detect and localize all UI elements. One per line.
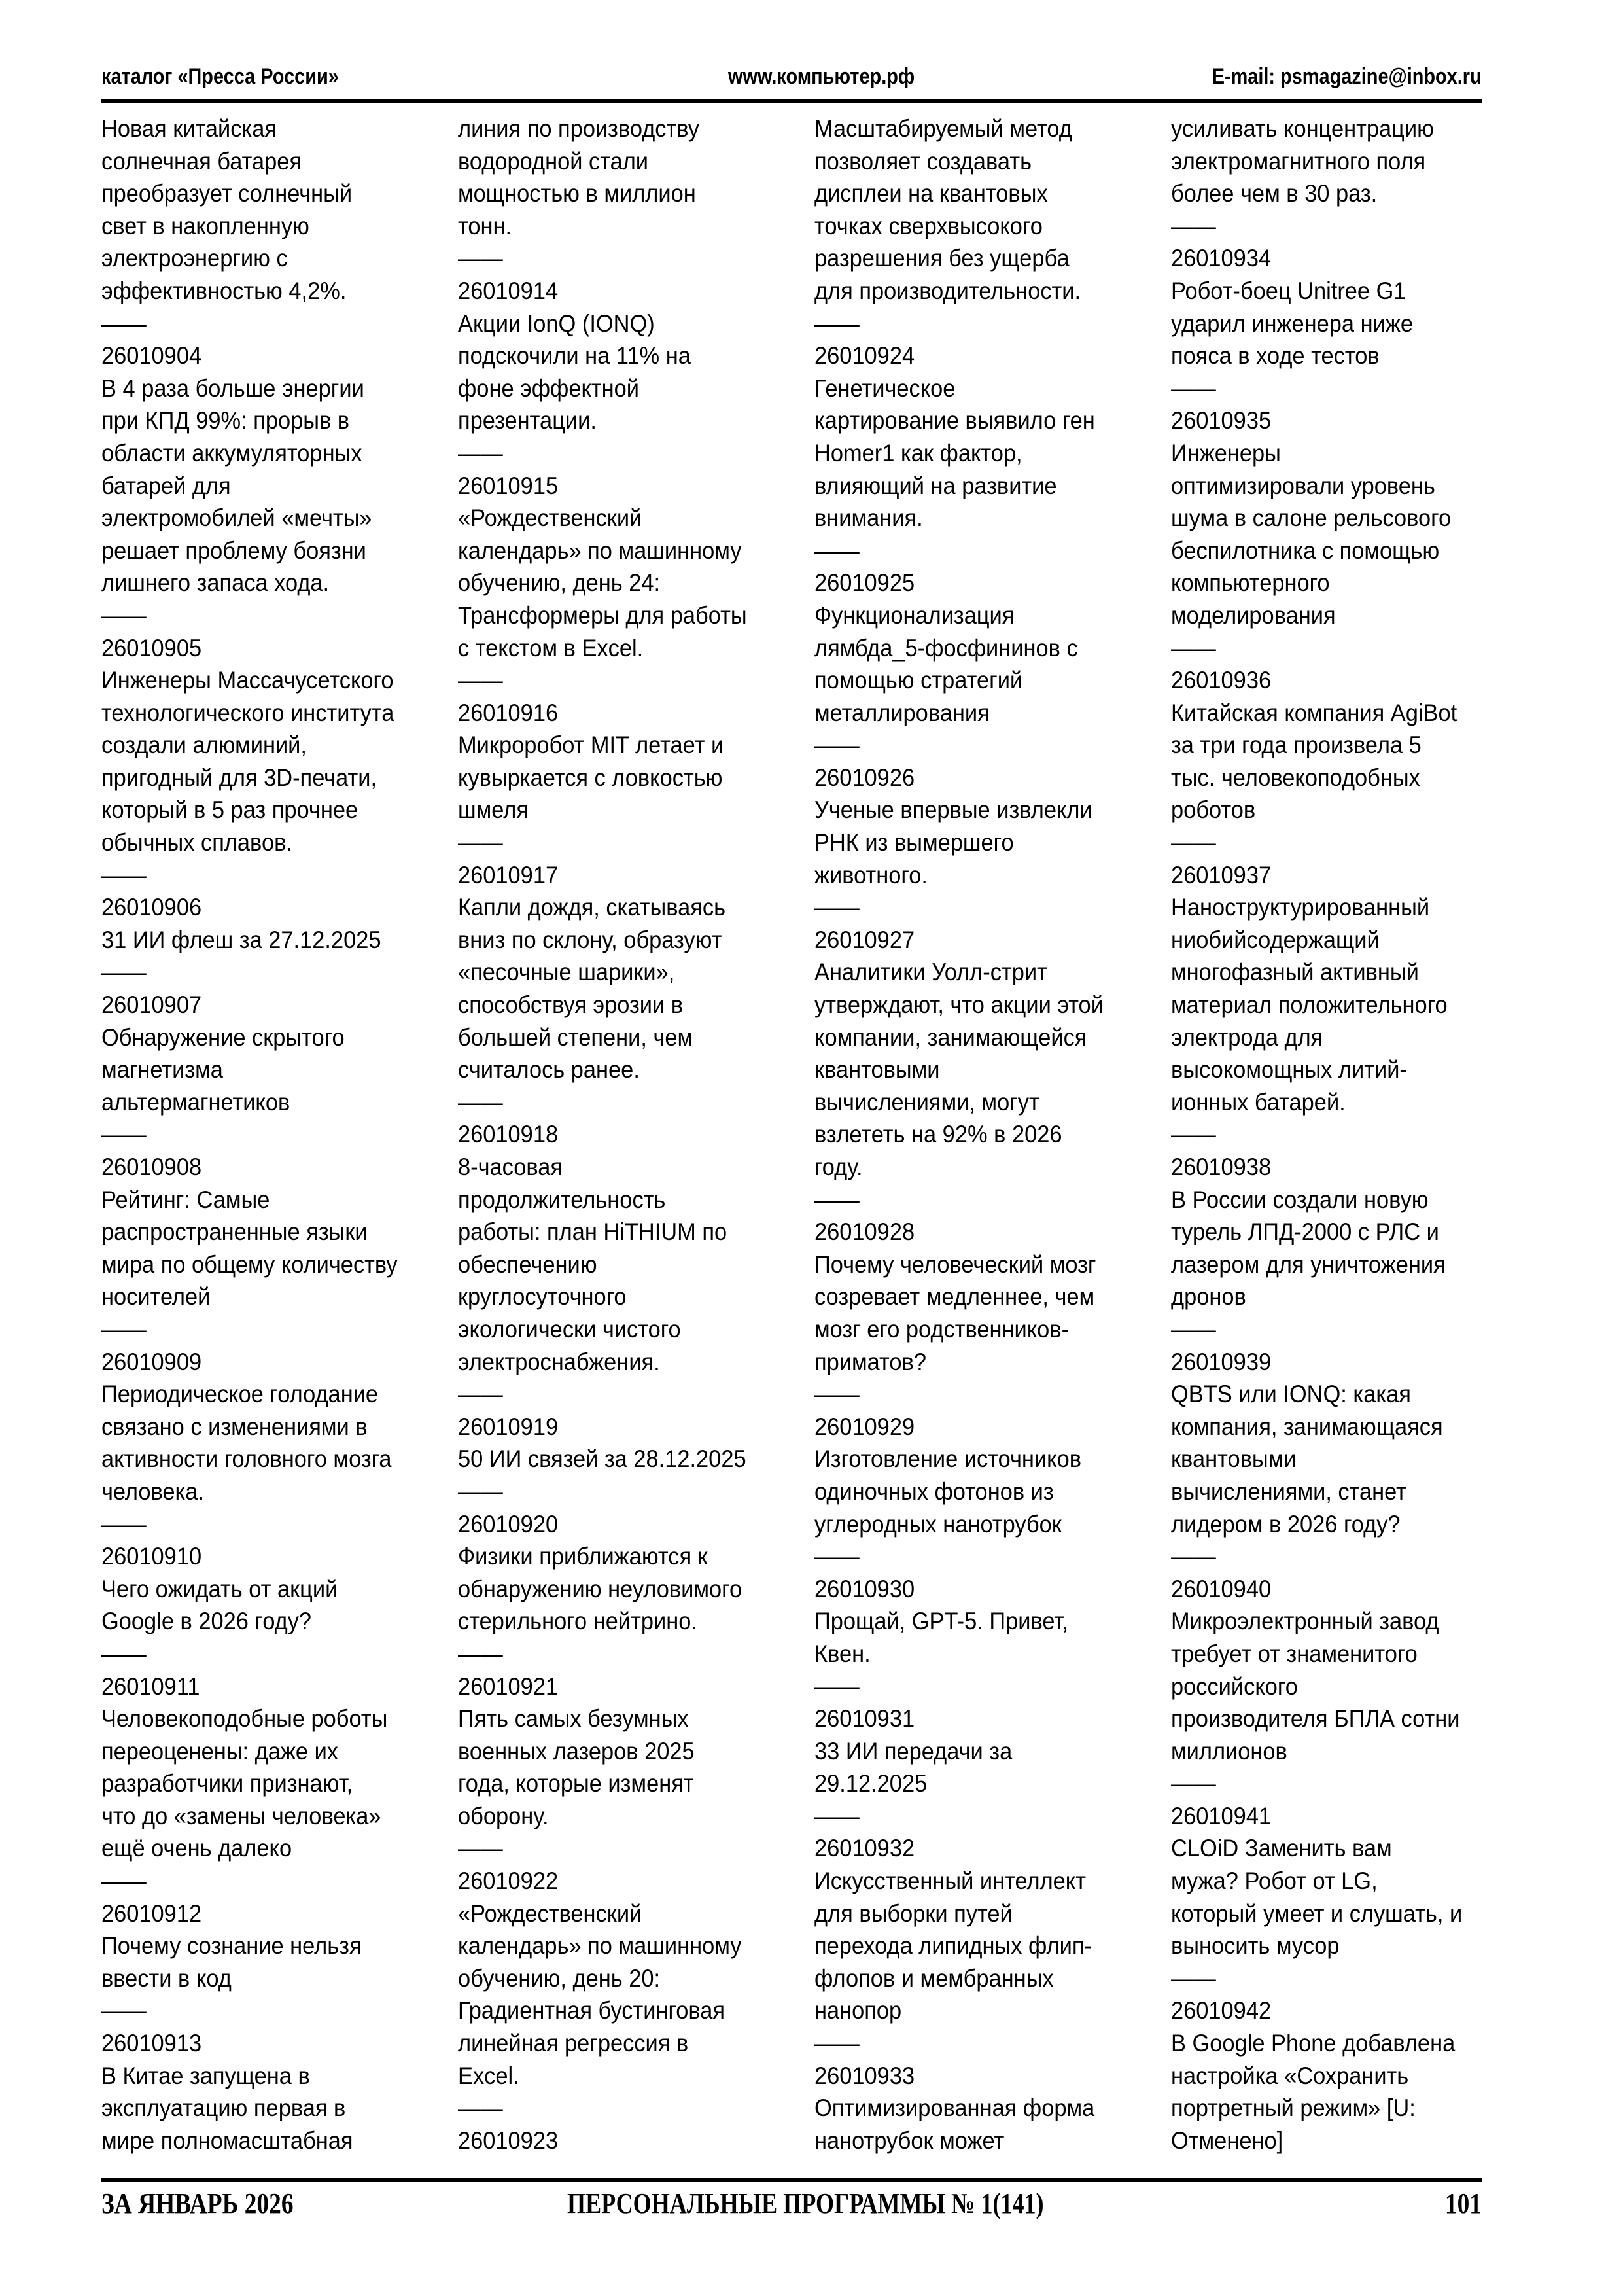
article-text-line: оборону. (458, 1802, 549, 1829)
article-text-line: Пять самых безумных (458, 1705, 689, 1733)
article-text-line: Аналитики Уолл-стрит (814, 959, 1047, 986)
article-text-line: Обнаружение скрытого (101, 1023, 345, 1051)
article-separator: —— (101, 1997, 147, 2024)
article-text-line: пригодный для 3D-печати, (101, 764, 377, 791)
article-text-line: решает проблему боязни (101, 537, 366, 564)
article-id: 26010932 (814, 1835, 915, 1862)
article-text-line: Искусственный интеллект (814, 1867, 1087, 1895)
article-text-line: созревает медленнее, чем (814, 1283, 1095, 1311)
article-text-line: тонн. (458, 212, 512, 239)
article-text-line: Новая китайская (101, 115, 277, 142)
article-text-line: высокомощных литий- (1171, 1056, 1407, 1084)
article-id: 26010918 (458, 1121, 559, 1148)
article-text-line: миллионов (1171, 1737, 1287, 1765)
article-text-line: позволяет создавать (814, 147, 1032, 175)
article-text-line: ещё очень далеко (101, 1835, 292, 1862)
article-text-line: материал положительного (1171, 991, 1448, 1019)
article-text-line: выносить мусор (1171, 1932, 1340, 1960)
article-text-line: человека. (101, 1477, 205, 1505)
article-text-line: требует от знаменитого (1171, 1640, 1418, 1667)
article-id: 26010919 (458, 1413, 559, 1440)
article-text-line: компания, занимающаяся (1171, 1413, 1443, 1440)
article-text-line: Чего ожидать от акций (101, 1575, 338, 1602)
article-text-line: ударил инженера ниже (1171, 309, 1414, 337)
article-text-line: компании, занимающейся (814, 1023, 1087, 1051)
article-text-line: распространенные языки (101, 1218, 368, 1246)
article-text-line: способствуя эрозии в (458, 991, 684, 1019)
article-separator: —— (814, 1186, 860, 1213)
article-id: 26010931 (814, 1705, 915, 1733)
article-text-line: настройка «Сохранить (1171, 2062, 1409, 2089)
article-text-line: Физики приближаются к (458, 1543, 708, 1570)
article-text-line: 31 ИИ флеш за 27.12.2025 (101, 926, 381, 953)
article-text-line: круглосуточного (458, 1283, 627, 1311)
article-text-line: связано с изменениями в (101, 1413, 368, 1440)
article-separator: —— (458, 245, 503, 272)
article-text-line: мощностью в миллион (458, 180, 696, 207)
article-id: 26010908 (101, 1154, 202, 1180)
article-text-line: металлирования (814, 699, 990, 726)
article-text-line: за три года произвела 5 (1171, 732, 1422, 759)
article-text-line: роботов (1171, 796, 1256, 824)
article-text-line: вычислениями, могут (814, 1088, 1039, 1116)
article-separator: —— (814, 894, 860, 921)
article-text-line: 33 ИИ передачи за (814, 1737, 1013, 1765)
footer-rule (101, 2178, 1482, 2182)
article-text-line: с текстом в Excel. (458, 634, 644, 662)
article-text-line: обычных сплавов. (101, 829, 292, 857)
article-text-line: Трансформеры для работы (458, 601, 747, 629)
article-text-line: нанопор (814, 1997, 902, 2024)
article-text-line: взлететь на 92% в 2026 (814, 1121, 1062, 1148)
article-id: 26010913 (101, 2030, 202, 2057)
article-text-line: свет в накопленную (101, 212, 309, 239)
article-text-line: мозг его родственников- (814, 1315, 1070, 1343)
article-text-line: Китайская компания AgiBot (1171, 699, 1457, 726)
footer-issue-month: ЗА ЯНВАРЬ 2026 (101, 2187, 294, 2219)
article-id: 26010926 (814, 764, 915, 791)
article-id: 26010934 (1171, 245, 1272, 272)
article-text-line: календарь» по машинному (458, 537, 742, 564)
article-text-line: Google в 2026 году? (101, 1608, 312, 1635)
article-text-line: «песочные шарики», (458, 959, 675, 986)
article-separator: —— (458, 1477, 503, 1505)
article-text-line: активности головного мозга (101, 1445, 392, 1473)
article-text-line: стерильного нейтрино. (458, 1608, 697, 1635)
article-text-line: обучению, день 20: (458, 1964, 661, 1992)
article-text-line: батарей для (101, 472, 231, 499)
article-text-line: Микроробот MIT летает и (458, 732, 724, 759)
article-separator: —— (814, 1802, 860, 1829)
article-id: 26010930 (814, 1575, 915, 1602)
article-text-line: флопов и мембранных (814, 1964, 1054, 1992)
article-text-line: квантовыми (814, 1056, 940, 1084)
article-text-line: Изготовление источников (814, 1445, 1082, 1473)
article-id: 26010924 (814, 342, 915, 370)
article-separator: —— (814, 2030, 860, 2057)
article-text-line: Генетическое (814, 374, 956, 402)
article-text-line: Homer1 как фактор, (814, 439, 1022, 467)
article-id: 26010923 (458, 2127, 559, 2154)
article-text-line: компьютерного (1171, 569, 1330, 597)
article-id: 26010928 (814, 1218, 915, 1246)
article-text-line: области аккумуляторных (101, 439, 362, 467)
article-text-line: многофазный активный (1171, 959, 1419, 986)
article-separator: —— (1171, 634, 1216, 662)
article-text-line: линия по производству (458, 115, 700, 142)
article-separator: —— (1171, 829, 1216, 857)
article-separator: —— (814, 309, 860, 337)
article-text-line: Робот-боец Unitree G1 (1171, 277, 1406, 304)
article-text-line: для выборки путей (814, 1899, 1013, 1927)
article-text-line: ввести в код (101, 1964, 232, 1992)
article-text-line: фоне эффектной (458, 374, 640, 402)
article-separator: —— (1171, 1121, 1216, 1148)
article-separator: —— (814, 537, 860, 564)
article-text-line: Периодическое голодание (101, 1381, 379, 1408)
article-id: 26010915 (458, 472, 559, 499)
article-text-line: лямбда_5-фосфининов с (814, 634, 1078, 662)
article-text-line: Отменено] (1171, 2127, 1283, 2154)
article-text-line: CLOiD Заменить вам (1171, 1835, 1392, 1862)
article-separator: —— (101, 1640, 147, 1667)
article-text-line: который в 5 раз прочнее (101, 796, 358, 824)
article-text-line: РНК из вымершего (814, 829, 1014, 857)
column-4 (1171, 113, 1505, 2157)
article-text-line: 29.12.2025 (814, 1770, 928, 1797)
article-text-line: приматов? (814, 1348, 926, 1375)
page-footer (101, 2187, 1482, 2226)
article-separator: —— (458, 2094, 503, 2122)
footer-magazine-title: ПЕРСОНАЛЬНЫЕ ПРОГРАММЫ № 1(141) (567, 2187, 1044, 2219)
article-separator: —— (458, 1088, 503, 1116)
article-text-line: «Рождественский (458, 1899, 642, 1927)
column-3 (814, 113, 1148, 2157)
article-separator: —— (1171, 212, 1216, 239)
article-id: 26010907 (101, 991, 202, 1019)
article-text-line: влияющий на развитие (814, 472, 1057, 499)
article-text-line: картирование выявило ген (814, 407, 1095, 434)
article-text-line: российского (1171, 1672, 1298, 1700)
column-2 (458, 113, 792, 2157)
article-id: 26010911 (101, 1672, 200, 1700)
article-separator: —— (1171, 1315, 1216, 1343)
article-id: 26010904 (101, 342, 202, 370)
article-text-line: Почему человеческий мозг (814, 1250, 1096, 1278)
article-text-line: производителя БПЛА сотни (1171, 1705, 1460, 1733)
article-separator: —— (101, 1867, 147, 1895)
article-text-line: носителей (101, 1283, 211, 1311)
article-text-line: Функционализация (814, 601, 1015, 629)
article-text-line: ниобийсодержащий (1171, 926, 1380, 953)
article-text-line: внимания. (814, 504, 923, 532)
article-text-line: электромагнитного поля (1171, 147, 1426, 175)
article-text-line: для производительности. (814, 277, 1081, 304)
article-text-line: водородной стали (458, 147, 649, 175)
article-id: 26010920 (458, 1510, 559, 1538)
article-text-line: Акции IonQ (IONQ) (458, 309, 655, 337)
article-separator: —— (101, 1121, 147, 1148)
article-id: 26010940 (1171, 1575, 1272, 1602)
article-separator: —— (101, 861, 147, 889)
article-text-line: помощью стратегий (814, 667, 1023, 694)
page-header (101, 64, 1482, 97)
header-rule (101, 99, 1482, 103)
article-text-line: животного. (814, 861, 928, 889)
article-separator: —— (101, 1315, 147, 1343)
article-separator: —— (458, 1835, 503, 1862)
article-text-line: портретный режим» [U: (1171, 2094, 1416, 2122)
article-text-line: Квен. (814, 1640, 871, 1667)
column-1 (101, 113, 435, 2157)
article-text-line: кувыркается с ловкостью (458, 764, 723, 791)
article-text-line: Рейтинг: Самые (101, 1186, 270, 1213)
article-text-line: линейная регрессия в (458, 2030, 689, 2057)
article-text-line: Инженеры Массачусетского (101, 667, 394, 694)
article-text-line: лидером в 2026 году? (1171, 1510, 1401, 1538)
article-text-line: шума в салоне рельсового (1171, 504, 1452, 532)
article-text-line: Инженеры (1171, 439, 1281, 467)
article-separator: —— (101, 601, 147, 629)
article-separator: —— (458, 829, 503, 857)
article-text-line: нанотрубок может (814, 2127, 1005, 2154)
article-text-line: переоценены: даже их (101, 1737, 339, 1765)
article-id: 26010935 (1171, 407, 1272, 434)
article-separator: —— (814, 732, 860, 759)
article-separator: —— (1171, 1770, 1216, 1797)
article-text-line: оптимизировали уровень (1171, 472, 1435, 499)
article-text-line: усиливать концентрацию (1171, 115, 1434, 142)
article-separator: —— (1171, 1543, 1216, 1570)
article-separator: —— (458, 1381, 503, 1408)
article-text-line: лазером для уничтожения (1171, 1250, 1446, 1278)
article-separator: —— (814, 1381, 860, 1408)
article-text-line: QBTS или IONQ: какая (1171, 1381, 1411, 1408)
article-text-line: Градиентная бустинговая (458, 1997, 725, 2024)
article-text-line: утверждают, что акции этой (814, 991, 1104, 1019)
article-text-line: при КПД 99%: прорыв в (101, 407, 350, 434)
article-text-line: технологического института (101, 699, 394, 726)
article-text-line: создали алюминий, (101, 732, 307, 759)
article-text-line: Excel. (458, 2062, 519, 2089)
header-website: www.компьютер.рф (728, 64, 915, 89)
article-text-line: электрода для (1171, 1023, 1323, 1051)
article-id: 26010912 (101, 1899, 202, 1927)
article-text-line: углеродных нанотрубок (814, 1510, 1062, 1538)
article-text-line: одиночных фотонов из (814, 1477, 1054, 1505)
article-text-line: В России создали новую (1171, 1186, 1429, 1213)
article-text-line: календарь» по машинному (458, 1932, 742, 1960)
article-id: 26010922 (458, 1867, 559, 1895)
article-text-line: Ученые впервые извлекли (814, 796, 1092, 824)
article-text-line: вычислениями, станет (1171, 1477, 1406, 1505)
article-id: 26010929 (814, 1413, 915, 1440)
article-text-line: эксплуатацию первая в (101, 2094, 346, 2122)
article-text-line: дисплеи на квантовых (814, 180, 1048, 207)
article-text-line: вниз по склону, образуют (458, 926, 722, 953)
article-id: 26010917 (458, 861, 559, 889)
article-text-line: шмеля (458, 796, 529, 824)
article-id: 26010925 (814, 569, 915, 597)
header-catalog: каталог «Пресса России» (101, 64, 339, 89)
article-text-line: который умеет и слушать, и (1171, 1899, 1463, 1927)
article-separator: —— (814, 1543, 860, 1570)
article-id: 26010905 (101, 634, 202, 662)
article-separator: —— (814, 1672, 860, 1700)
article-text-line: альтермагнетиков (101, 1088, 290, 1116)
article-separator: —— (101, 309, 147, 337)
article-text-line: турель ЛПД-2000 с РЛС и (1171, 1218, 1439, 1246)
article-text-line: электроснабжения. (458, 1348, 660, 1375)
article-separator: —— (1171, 1964, 1216, 1992)
article-id: 26010910 (101, 1543, 202, 1570)
article-text-line: мира по общему количеству (101, 1250, 398, 1278)
article-text-line: Капли дождя, скатываясь (458, 894, 726, 921)
article-text-line: 50 ИИ связей за 28.12.2025 (458, 1445, 746, 1473)
article-text-line: Масштабируемый метод (814, 115, 1072, 142)
article-separator: —— (101, 1510, 147, 1538)
article-text-line: Прощай, GPT-5. Привет, (814, 1608, 1068, 1635)
article-text-line: электромобилей «мечты» (101, 504, 372, 532)
article-text-line: более чем в 30 раз. (1171, 180, 1378, 207)
article-text-line: Оптимизированная форма (814, 2094, 1095, 2122)
article-text-line: Наноструктурированный (1171, 894, 1430, 921)
article-text-line: квантовыми (1171, 1445, 1297, 1473)
article-separator: —— (458, 1640, 503, 1667)
article-text-line: года, которые изменят (458, 1770, 694, 1797)
article-text-line: солнечная батарея (101, 147, 302, 175)
article-text-line: тыс. человекоподобных (1171, 764, 1420, 791)
article-text-line: что до «замены человека» (101, 1802, 381, 1829)
article-text-line: моделирования (1171, 601, 1336, 629)
article-id: 26010939 (1171, 1348, 1272, 1375)
article-text-line: обеспечению (458, 1250, 597, 1278)
article-text-line: большей степени, чем (458, 1023, 693, 1051)
article-id: 26010916 (458, 699, 559, 726)
article-id: 26010909 (101, 1348, 202, 1375)
article-id: 26010941 (1171, 1802, 1272, 1829)
article-text-line: «Рождественский (458, 504, 642, 532)
article-text-line: эффективностью 4,2%. (101, 277, 347, 304)
article-text-line: обучению, день 24: (458, 569, 661, 597)
article-text-line: считалось ранее. (458, 1056, 640, 1084)
article-text-line: беспилотника с помощью (1171, 537, 1440, 564)
article-text-line: В Google Phone добавлена (1171, 2030, 1456, 2057)
article-text-line: 8-часовая (458, 1154, 563, 1180)
article-text-line: разрешения без ущерба (814, 245, 1070, 272)
article-separator: —— (1171, 374, 1216, 402)
article-text-line: году. (814, 1154, 863, 1180)
article-text-line: В 4 раза больше энергии (101, 374, 364, 402)
article-id: 26010942 (1171, 1997, 1272, 2024)
article-text-line: презентации. (458, 407, 597, 434)
article-text-line: работы: план HiTHIUM по (458, 1218, 727, 1246)
article-id: 26010937 (1171, 861, 1272, 889)
article-id: 26010936 (1171, 667, 1272, 694)
article-text-line: точках сверхвысокого (814, 212, 1043, 239)
article-separator: —— (458, 667, 503, 694)
article-id: 26010906 (101, 894, 202, 921)
article-id: 26010921 (458, 1672, 559, 1700)
article-id: 26010927 (814, 926, 915, 953)
article-text-line: мужа? Робот от LG, (1171, 1867, 1378, 1895)
article-text-line: дронов (1171, 1283, 1246, 1311)
article-separator: —— (458, 439, 503, 467)
article-text-line: перехода липидных флип- (814, 1932, 1092, 1960)
article-text-line: разработчики признают, (101, 1770, 353, 1797)
article-id: 26010938 (1171, 1154, 1272, 1180)
article-id: 26010914 (458, 277, 559, 304)
page-number: 101 (1444, 2187, 1482, 2219)
article-text-line: ионных батарей. (1171, 1088, 1346, 1116)
article-text-line: обнаружению неуловимого (458, 1575, 742, 1602)
article-text-line: лишнего запаса хода. (101, 569, 330, 597)
article-text-line: мире полномасштабная (101, 2127, 353, 2154)
article-separator: —— (101, 959, 147, 986)
header-email: E-mail: psmagazine@inbox.ru (1212, 64, 1482, 89)
article-text-line: магнетизма (101, 1056, 223, 1084)
article-text-line: Микроэлектронный завод (1171, 1608, 1439, 1635)
article-text-line: пояса в ходе тестов (1171, 342, 1380, 370)
article-text-line: Человекоподобные роботы (101, 1705, 388, 1733)
article-text-line: В Китае запущена в (101, 2062, 310, 2089)
article-text-line: электроэнергию с (101, 245, 288, 272)
article-text-line: Почему сознание нельзя (101, 1932, 362, 1960)
article-text-line: продолжительность (458, 1186, 666, 1213)
article-text-line: преобразует солнечный (101, 180, 353, 207)
article-text-line: экологически чистого (458, 1315, 681, 1343)
article-text-line: военных лазеров 2025 (458, 1737, 695, 1765)
article-text-line: подскочили на 11% на (458, 342, 691, 370)
article-id: 26010933 (814, 2062, 915, 2089)
